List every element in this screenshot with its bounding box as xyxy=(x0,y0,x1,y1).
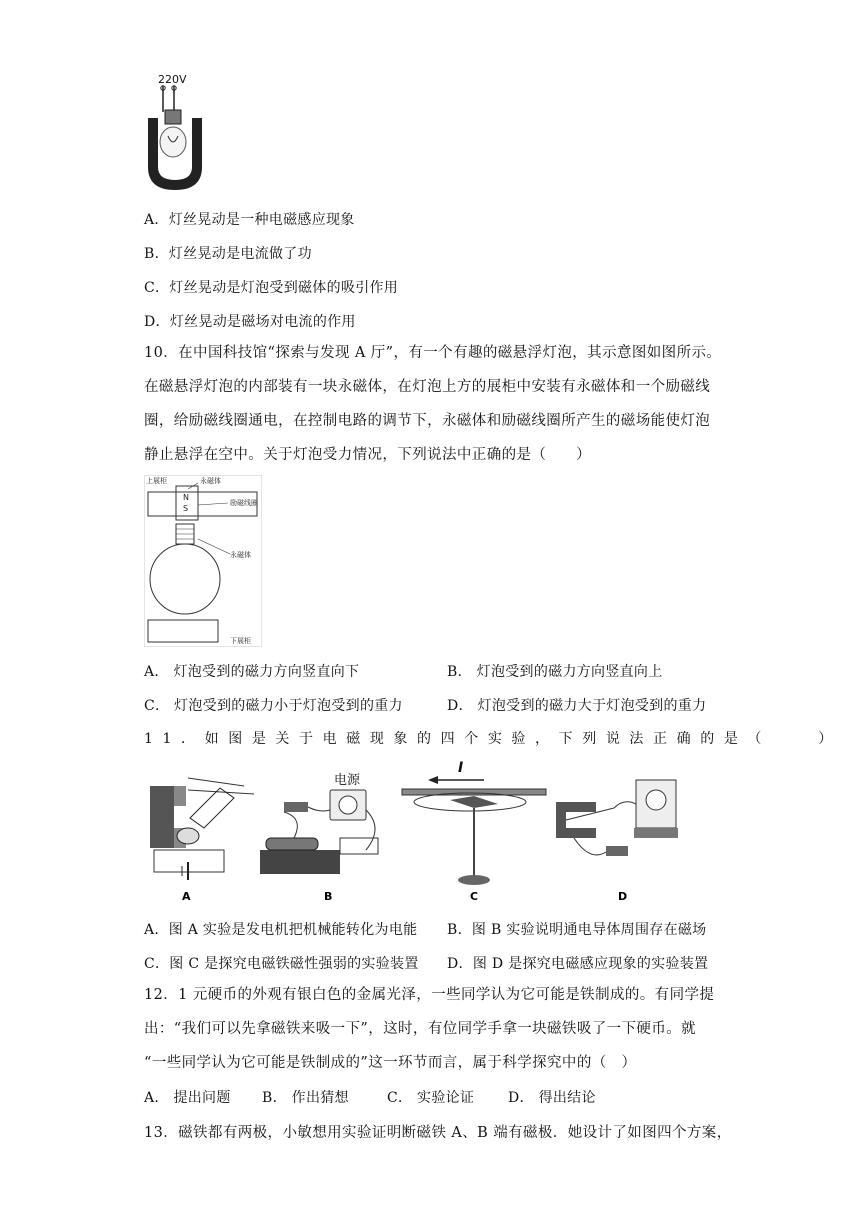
panel-label-b: B xyxy=(324,890,333,903)
q10-option-d[interactable]: D． 灯泡受到的磁力大于灯泡受到的重力 xyxy=(447,698,707,714)
panel-label-a: A xyxy=(182,890,191,903)
q12-stem xyxy=(144,978,719,1080)
q10-figure xyxy=(144,475,262,647)
pole-n-label: N xyxy=(183,493,189,502)
panel-b-diagram xyxy=(260,772,378,874)
q12-option-c[interactable]: C． 实验论证 xyxy=(387,1090,475,1106)
upper-cabinet-label: 上展柜 xyxy=(146,477,167,485)
panel-c-diagram xyxy=(402,760,546,885)
q12-option-d[interactable]: D． 得出结论 xyxy=(508,1090,596,1106)
q10-option-a[interactable]: A． 灯泡受到的磁力方向竖直向下 xyxy=(144,664,360,680)
magnet-bulb-label: 永磁体 xyxy=(230,551,251,559)
q11-option-d[interactable]: D．图 D 是探究电磁感应现象的实验装置 xyxy=(447,956,709,972)
current-label: I xyxy=(458,760,464,776)
q12-stem-line: 出：“我们可以先拿磁铁来吸一下”，这时，有位同学手拿一块磁铁吸了一下硬币。就 xyxy=(144,1021,697,1037)
q12-stem-line: “一些同学认为它可能是铁制成的”这一环节而言，属于科学探究中的（ ） xyxy=(144,1055,637,1071)
q10-stem-line: 圈，给励磁线圈通电，在控制电路的调节下，永磁体和励磁线圈所产生的磁场能使灯泡 xyxy=(144,413,711,429)
q9-option-d[interactable]: D．灯丝晃动是磁场对电流的作用 xyxy=(144,314,356,330)
q12-option-b[interactable]: B． 作出猜想 xyxy=(262,1090,349,1106)
q10-option-b[interactable]: B． 灯泡受到的磁力方向竖直向上 xyxy=(447,664,663,680)
pole-s-label: S xyxy=(183,504,189,513)
q9-figure xyxy=(144,72,206,196)
q13-stem: 13．磁铁都有两极，小敏想用实验证明断磁铁 A、B 端有磁极．她设计了如图四个方案， xyxy=(144,1125,732,1141)
power-supply-label: 电源 xyxy=(334,773,361,788)
q9-option-c[interactable]: C．灯丝晃动是灯泡受到磁体的吸引作用 xyxy=(144,280,399,296)
q10-option-c[interactable]: C． 灯泡受到的磁力小于灯泡受到的重力 xyxy=(144,698,403,714)
panel-d-diagram xyxy=(556,780,678,856)
q10-stem xyxy=(144,336,722,472)
panel-label-d: D xyxy=(618,890,628,903)
coil-label: 励磁线圈 xyxy=(230,499,258,507)
q9-option-b[interactable]: B．灯丝晃动是电流做了功 xyxy=(144,246,312,262)
q10-stem-line: 在磁悬浮灯泡的内部装有一块永磁体，在灯泡上方的展柜中安装有永磁体和一个励磁线 xyxy=(144,379,711,395)
panel-label-c: C xyxy=(470,890,479,903)
q11-option-c[interactable]: C．图 C 是探究电磁铁磁性强弱的实验装置 xyxy=(144,956,419,972)
lower-cabinet-label: 下展柜 xyxy=(230,637,251,645)
q12-stem-line: 12．1 元硬币的外观有银白色的金属光泽，一些同学认为它可能是铁制成的。有同学提 xyxy=(144,987,715,1003)
q10-stem-line: 静止悬浮在空中。关于灯泡受力情况，下列说法中正确的是（ ） xyxy=(144,447,591,463)
voltage-label: 220V xyxy=(158,73,187,86)
q10-stem-line: 10．在中国科技馆“探索与发现 A 厅”，有一个有趣的磁悬浮灯泡，其示意图如图所示。 xyxy=(144,345,722,361)
q9-option-a[interactable]: A．灯丝晃动是一种电磁感应现象 xyxy=(144,212,355,228)
q12-option-a[interactable]: A． 提出问题 xyxy=(144,1090,231,1106)
q11-option-a[interactable]: A．图 A 实验是发电机把机械能转化为电能 xyxy=(144,922,418,938)
magnet-top-label: 永磁体 xyxy=(200,477,221,485)
q11-stem: 11．如图是关于电磁现象的四个实验，下列说法正确的是（ ） xyxy=(144,731,842,747)
q11-figure xyxy=(144,758,724,910)
panel-a-diagram xyxy=(150,778,254,880)
q11-option-b[interactable]: B．图 B 实验说明通电导体周围存在磁场 xyxy=(447,922,707,938)
